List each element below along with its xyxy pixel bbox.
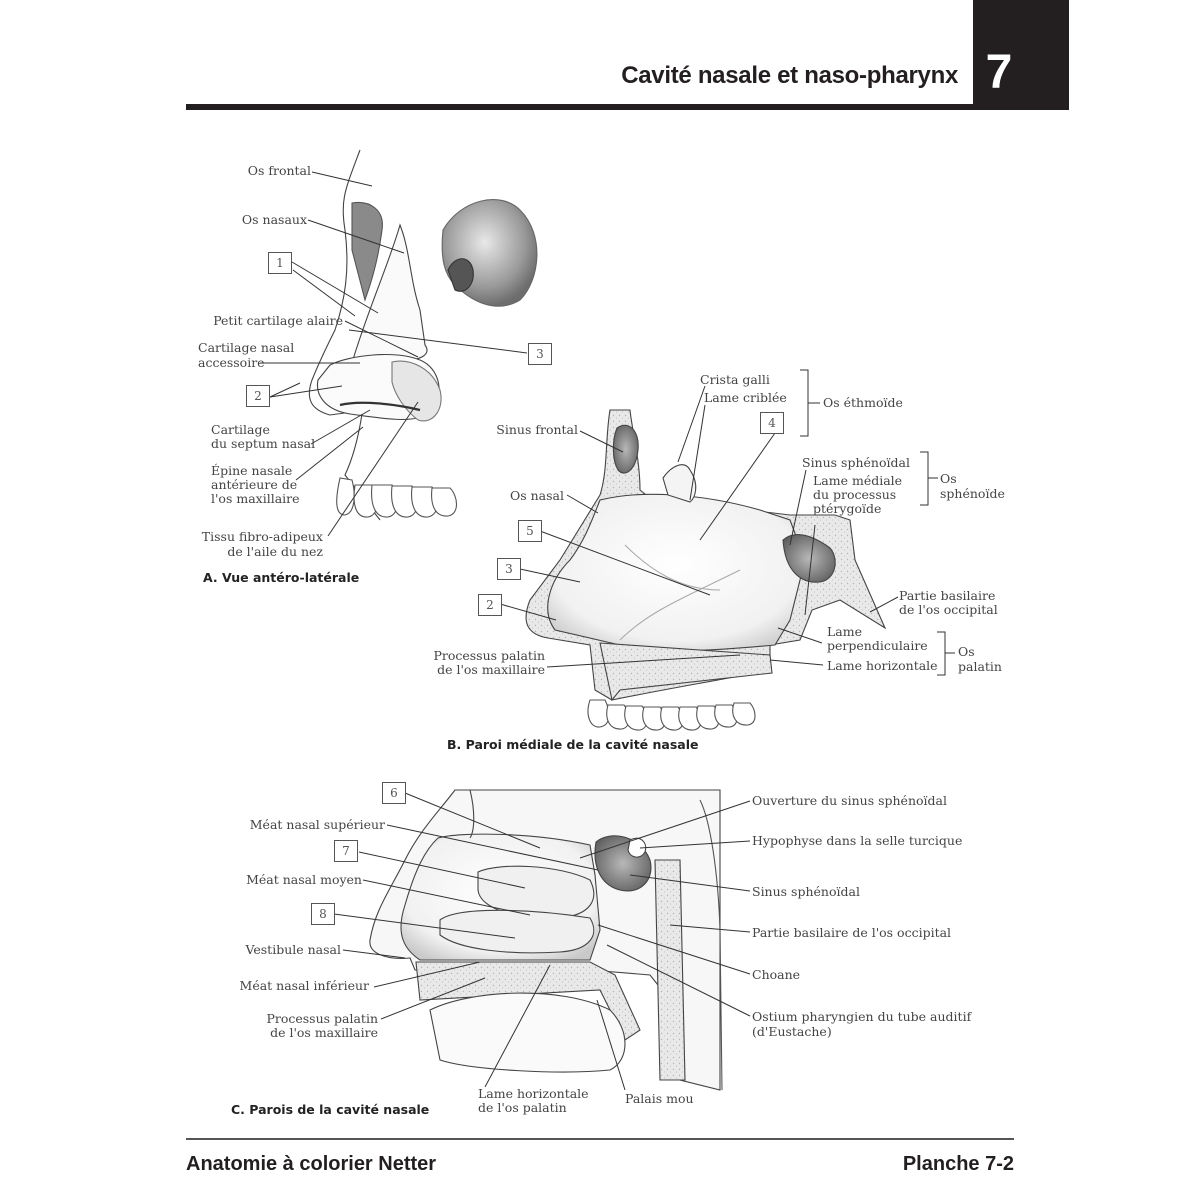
label-meat-inferieur: Méat nasal inférieur [239, 978, 369, 993]
label-tissu-line1: Tissu fibro-adipeux [201, 529, 323, 544]
number-box-3: 3 [528, 343, 552, 365]
label-os-ethmoide: Os éthmoïde [823, 395, 903, 410]
number-box-3b: 3 [497, 558, 521, 580]
label-tissu-line2: de l'aile du nez [227, 544, 323, 559]
label-lame-horizontale-c-line2: de l'os palatin [478, 1100, 567, 1115]
label-cartilage-septum-line2: du septum nasal [211, 436, 316, 451]
number-box-5: 5 [518, 520, 542, 542]
label-cartilage-accessoire-line2: accessoire [198, 355, 265, 370]
figure-c-drawing [370, 790, 722, 1090]
label-lame-horizontale-c-line1: Lame horizontale [478, 1086, 589, 1101]
label-os-nasal: Os nasal [509, 488, 564, 503]
label-processus-palatin-c-line2: de l'os maxillaire [270, 1025, 378, 1040]
label-vestibule-nasal: Vestibule nasal [245, 942, 341, 957]
label-os-frontal: Os frontal [247, 163, 311, 178]
label-lame-perp-line2: perpendiculaire [827, 638, 928, 653]
figure-a-drawing [309, 150, 537, 520]
label-lame-mediale-line2: du processus [813, 487, 897, 502]
label-choane: Choane [752, 967, 801, 982]
label-partie-basilaire-line1: Partie basilaire [899, 588, 996, 603]
number-box-7: 7 [334, 840, 358, 862]
number-box-8: 8 [311, 903, 335, 925]
label-os-palatin-line2: palatin [958, 659, 1002, 674]
label-sinus-sphenoidal-c: Sinus sphénoïdal [752, 884, 860, 899]
label-processus-palatin-b-line1: Processus palatin [433, 648, 545, 663]
label-epine-line3: l'os maxillaire [211, 491, 300, 506]
number-box-2b: 2 [478, 594, 502, 616]
label-processus-palatin-c-line1: Processus palatin [266, 1011, 378, 1026]
plate-number: Planche 7-2 [902, 1153, 1014, 1175]
label-cartilage-accessoire-line1: Cartilage nasal [198, 340, 295, 355]
label-epine-line1: Épine nasale [211, 463, 293, 478]
label-lame-horizontale: Lame horizontale [827, 658, 938, 673]
label-lame-criblee: Lame criblée [704, 390, 787, 405]
caption-figure-a: A. Vue antéro-latérale [203, 570, 360, 585]
label-hypophyse: Hypophyse dans la selle turcique [752, 833, 963, 848]
label-ostium-line2: (d'Eustache) [752, 1024, 832, 1039]
number-box-4: 4 [760, 412, 784, 434]
label-partie-basilaire-c: Partie basilaire de l'os occipital [752, 925, 952, 940]
label-sinus-sphenoidal: Sinus sphénoïdal [802, 455, 910, 470]
chapter-number: 7 [985, 46, 1013, 99]
label-petit-cartilage-alaire: Petit cartilage alaire [213, 313, 343, 328]
label-lame-mediale-line1: Lame médiale [813, 473, 903, 488]
label-crista-galli: Crista galli [700, 372, 770, 387]
label-os-sphenoide-line2: sphénoïde [940, 486, 1005, 501]
label-epine-line2: antérieure de [211, 477, 298, 492]
label-meat-superieur: Méat nasal supérieur [249, 817, 385, 832]
label-os-sphenoide-line1: Os [940, 471, 957, 486]
label-os-palatin-line1: Os [958, 644, 975, 659]
label-partie-basilaire-line2: de l'os occipital [899, 602, 998, 617]
label-ouverture-sinus: Ouverture du sinus sphénoïdal [752, 793, 947, 808]
label-os-nasaux: Os nasaux [241, 212, 307, 227]
label-lame-mediale-line3: ptérygoïde [813, 501, 882, 516]
label-processus-palatin-b-line2: de l'os maxillaire [437, 662, 545, 677]
label-sinus-frontal: Sinus frontal [496, 422, 578, 437]
caption-figure-b: B. Paroi médiale de la cavité nasale [447, 737, 699, 752]
label-palais-mou: Palais mou [625, 1091, 694, 1106]
caption-figure-c: C. Parois de la cavité nasale [231, 1102, 430, 1117]
label-cartilage-septum-line1: Cartilage [211, 422, 270, 437]
number-box-1: 1 [268, 252, 292, 274]
page-title: Cavité nasale et naso-pharynx [621, 62, 958, 89]
number-box-6: 6 [382, 782, 406, 804]
label-ostium-line1: Ostium pharyngien du tube auditif [752, 1009, 972, 1024]
book-title: Anatomie à colorier Netter [186, 1153, 437, 1175]
footer-rule [186, 1138, 1014, 1140]
number-box-2: 2 [246, 385, 270, 407]
label-meat-moyen: Méat nasal moyen [246, 872, 362, 887]
label-lame-perp-line1: Lame [827, 624, 863, 639]
